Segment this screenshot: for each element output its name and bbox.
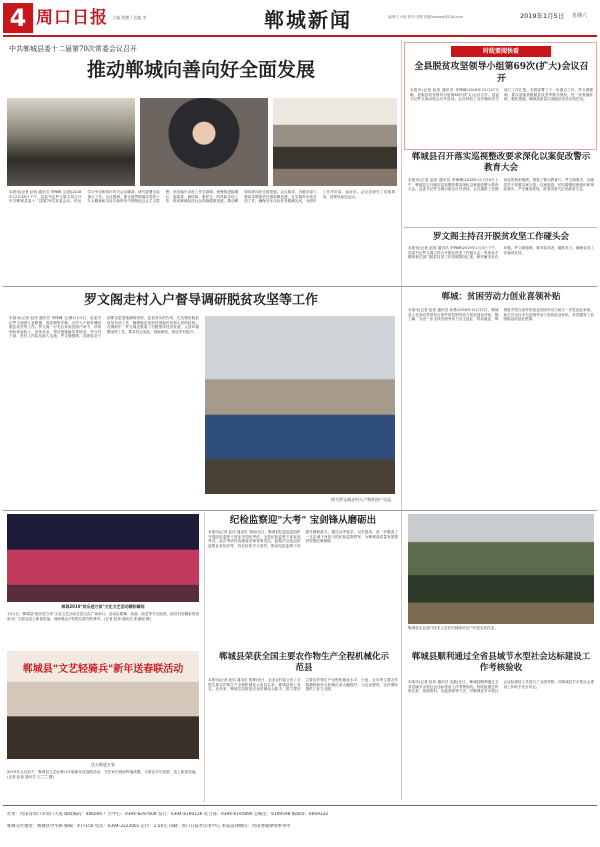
culture-photo-caption: 郸城2019"欢乐进万家"文化文艺活动精彩瞬间 [61, 604, 145, 609]
story-2-body: 本报讯(记者 赵伟 通讯员 李锋峰 文/图)1月2日，县委书记罗文阁深入宜路镇、汲冢镇等乡镇，走村入户督导调研脱贫攻坚等工作。罗文阁一行先后来到贫困户家中，详细询问家庭收入、身体状况、帮扶措施落实等情况，并与村干部、驻村工作队员深入交流。罗文阁强调，各级党员干部要以更加饱满的热情、更加务实的作风，扎实做好脱贫攻坚各项工作，确保脱贫成效经得起历史和人民的检验。在调研中，罗文阁还察看了村级集体经济发展、人居环境整治等工作，要求结合实际，因地制宜，推动乡村振兴。 [9, 316, 199, 339]
culture-photo [7, 514, 199, 602]
issue-weekday: 星期六 [572, 13, 588, 19]
contact-info: 编辑:王小明 校对:刘婷 投稿:dcxww@126.com [388, 15, 463, 19]
farm-photo [408, 514, 594, 624]
story-2-caption: 图为罗文阁走村入户和贫困户交谈。 [331, 497, 395, 502]
masthead [0, 0, 600, 38]
news-brief-box [404, 42, 597, 150]
lead-body: 本报讯(记者 赵伟 通讯员 李锋峰 文/图)2018年12月28日下午，县委书记罗文阁主持召开中共郸城县委十二届第70次常委会议。传达学习中央和省市有关会议精神，研究部署全县重点工作。会议强调，要全面贯彻落实党的十九大精神和习近平新时代中国特色社会主义思想，坚持稳中求进工作总基调，统筹推进稳增长、促改革、调结构、惠民生、防风险各项工作，推动郸城经济社会持续健康发展，推动郸城向善向好全面发展。会议要求，各级各部门要切实增强责任感和紧迫感，扎实做好年底各项工作，确保全年目标任务圆满完成，为明年工作开好局、起好步。会议还研究了其他事项。县领导参加会议。 [9, 190, 395, 204]
story-4 [206, 652, 400, 802]
lead-story [3, 40, 399, 285]
couplet-caption: 送万联进万家 [91, 762, 115, 767]
column-rule [204, 512, 205, 802]
right-story-2 [404, 230, 597, 286]
footer-line-1: 社址：河南省周口市周口大道 邮政编码：466000 广告中心：0394-8297608 发行：0394-6190126 综合部：0394-6195890 总编室：6199598 编辑部：6669333 [7, 812, 329, 817]
lead-kicker: 中共郸城县委十二届第70次常委会议召开 [9, 45, 137, 53]
story-4-headline: 郸城县荣获全国主要农作物生产全程机械化示范县 [218, 652, 389, 673]
story-4-body: 本报讯(记者 赵伟 通讯员 张辉)近日，农业农村部公布了全国主要农作物生产全程机械化示范县名单，郸城县榜上有名。近年来，郸城县以推进农业机械化为抓手，着力提升主要农作物生产全程机械化水平，小麦、玉米等主要农作物耕种收综合机械化率大幅提升，为农业增效、农民增收提供了有力支撑。 [208, 678, 398, 692]
news-brief-headline: 全县脱贫攻坚领导小组第69次(扩大)会议召开 [414, 62, 589, 84]
section-title: 郸城新闻 [264, 8, 352, 32]
column-rule [401, 40, 402, 800]
lead-photo-2 [140, 98, 268, 186]
couplet-photo [7, 651, 199, 759]
couplet-body: 2019年元旦前夕，郸城县文艺轻骑兵开展新年送春联活动，书法家们现场挥毫泼墨，为群众书写春联，送上新春祝福。(记者 赵伟 通讯员 王兰兰 摄) [7, 770, 199, 779]
divider [404, 227, 597, 228]
lead-headline: 推动郸城向善向好全面发展 [86, 59, 315, 81]
lead-photo-3 [273, 98, 397, 186]
story-3 [206, 514, 400, 644]
issue-date: 2019年1月5日 [520, 12, 565, 20]
masthead-rule [3, 35, 597, 37]
editor-info: 主编 程鹏 / 美编 李 [112, 15, 147, 20]
right-story-1-body: 本报讯(记者 赵伟 通讯员 李锋峰)2018年12月29日上午，郸城县召开落实巡视整改要求深化以案促改警示教育大会。县委书记罗文阁出席会议并讲话。会议通报了近期查处的典型案例，观看了警示教育片。罗文阁要求，各级党员干部要以案为鉴、以案促改，切实增强纪律意识和规矩意识，严守廉洁底线，营造风清气正的政治生态。 [408, 178, 594, 192]
story-3-headline: 纪检监察迎"大考" 宝剑锋从磨砺出 [229, 515, 377, 526]
news-brief-body: 本报讯(记者 赵伟 通讯员 李锋峰)2018年12月27日晚，县脱贫攻坚领导小组第69次(扩大)会议召开。县委书记罗文阁出席会议并讲话。会议听取了各乡镇和有关部门工作汇报，安排部署了下一步重点工作。罗文阁强调，要以迎接省级脱贫攻坚考核为契机，进一步查漏补缺、强化措施，确保高质量完成脱贫攻坚各项任务。 [410, 88, 593, 102]
footer-line-2: 郸城分社地址：郸城县中华路 邮编：477150 电话：0394-3222001 定价：1.50元 印刷：周口日报社印务中心 本报法律顾问：河南博通律师事务所 [7, 824, 291, 829]
story-3-body: 本报讯(记者 赵伟 通讯员 刘丽)近日，郸城县纪委监委组织开展纪检监察干部业务知识考试，全县纪检监察干部参加考试。此次考试内容涵盖党章党规党纪、监察法以及纪检监察业务知识等，旨在检验学习成效，推动纪检监察干部提升履职能力。通过以考促学、以学促用，进一步锻造了一支忠诚干净担当的纪检监察铁军，为郸城高质量发展提供坚强纪律保障。 [208, 530, 398, 548]
right-story-1 [404, 152, 597, 226]
right-story-1-headline: 郸城县召开落实巡视整改要求深化以案促改警示教育大会 [411, 152, 591, 173]
divider [3, 286, 597, 287]
story-5-headline: 郸城县顺利通过全省县域节水型社会达标建设工作考核验收 [411, 652, 591, 673]
story-5 [404, 514, 597, 802]
story-2 [3, 288, 399, 510]
footer [3, 805, 597, 843]
page-number: 4 [3, 3, 33, 33]
story-5-body: 本报讯(记者 赵伟 通讯员 吴磊)近日，郸城县顺利通过全省县域节水型社会达标建设工作考核验收。验收组通过听取汇报、查阅资料、实地查看等方式，对郸城县节水型社会达标建设工作进行了全面考核，对郸城县节水型社会建设工作给予充分肯定。 [408, 680, 594, 694]
right-story-3-body: 本报讯(记者 赵伟 通讯员 孙勇)2018年12月27日，郸城县人社局向首批符合条件的贫困劳动力发放创业补贴。据了解，为进一步支持贫困劳动力自主创业、带动就业，郸城县对符合条件的创业贫困劳动力给予一次性创业补贴。此次共为百余名贫困劳动力发放创业补贴，有效激发了贫困群众的创业热情。 [408, 308, 594, 322]
lead-photo-1 [7, 98, 135, 186]
news-brief-banner: 时政要闻快看 [451, 46, 551, 57]
farm-photo-caption: 郸城县农业部门技术人员在田间指导农户开展农机作业。 [408, 626, 498, 630]
right-story-3-headline: 郸城：贫困劳动力创业喜领补贴 [441, 292, 561, 302]
divider [3, 510, 597, 511]
paper-name: 周口日报 [36, 8, 108, 28]
story-2-headline: 罗文阁走村入户督导调研脱贫攻坚等工作 [83, 293, 318, 308]
culture-photo-block [3, 514, 203, 802]
couplet-banner: 郸城县"文艺轻骑兵"新年送春联活动 [22, 664, 184, 675]
culture-photo-body: 1月2日，郸城县"欢乐进万家"文化文艺活动在县文化广场举行。活动由歌舞、戏曲、曲艺等节目组成，演员们用精彩的表演为广大群众送上新春祝福，现场观众不时报以热烈的掌声。(记者 赵伟 通讯员 张丽丽 摄) [7, 612, 199, 621]
right-story-2-headline: 罗文阁主持召开脱贫攻坚工作碰头会 [432, 232, 569, 242]
right-story-2-body: 本报讯(记者 赵伟 通讯员 李锋峰)2019年1月3日下午，县委书记罗文阁主持召开脱贫攻坚工作碰头会，听取各乡镇和相关部门脱贫攻坚工作进展情况汇报，研究解决存在问题。罗文阁强调，要对标对表、精准发力，确保各项工作落到实处。 [408, 246, 594, 260]
story-2-photo [205, 316, 395, 494]
right-story-3 [404, 292, 597, 510]
